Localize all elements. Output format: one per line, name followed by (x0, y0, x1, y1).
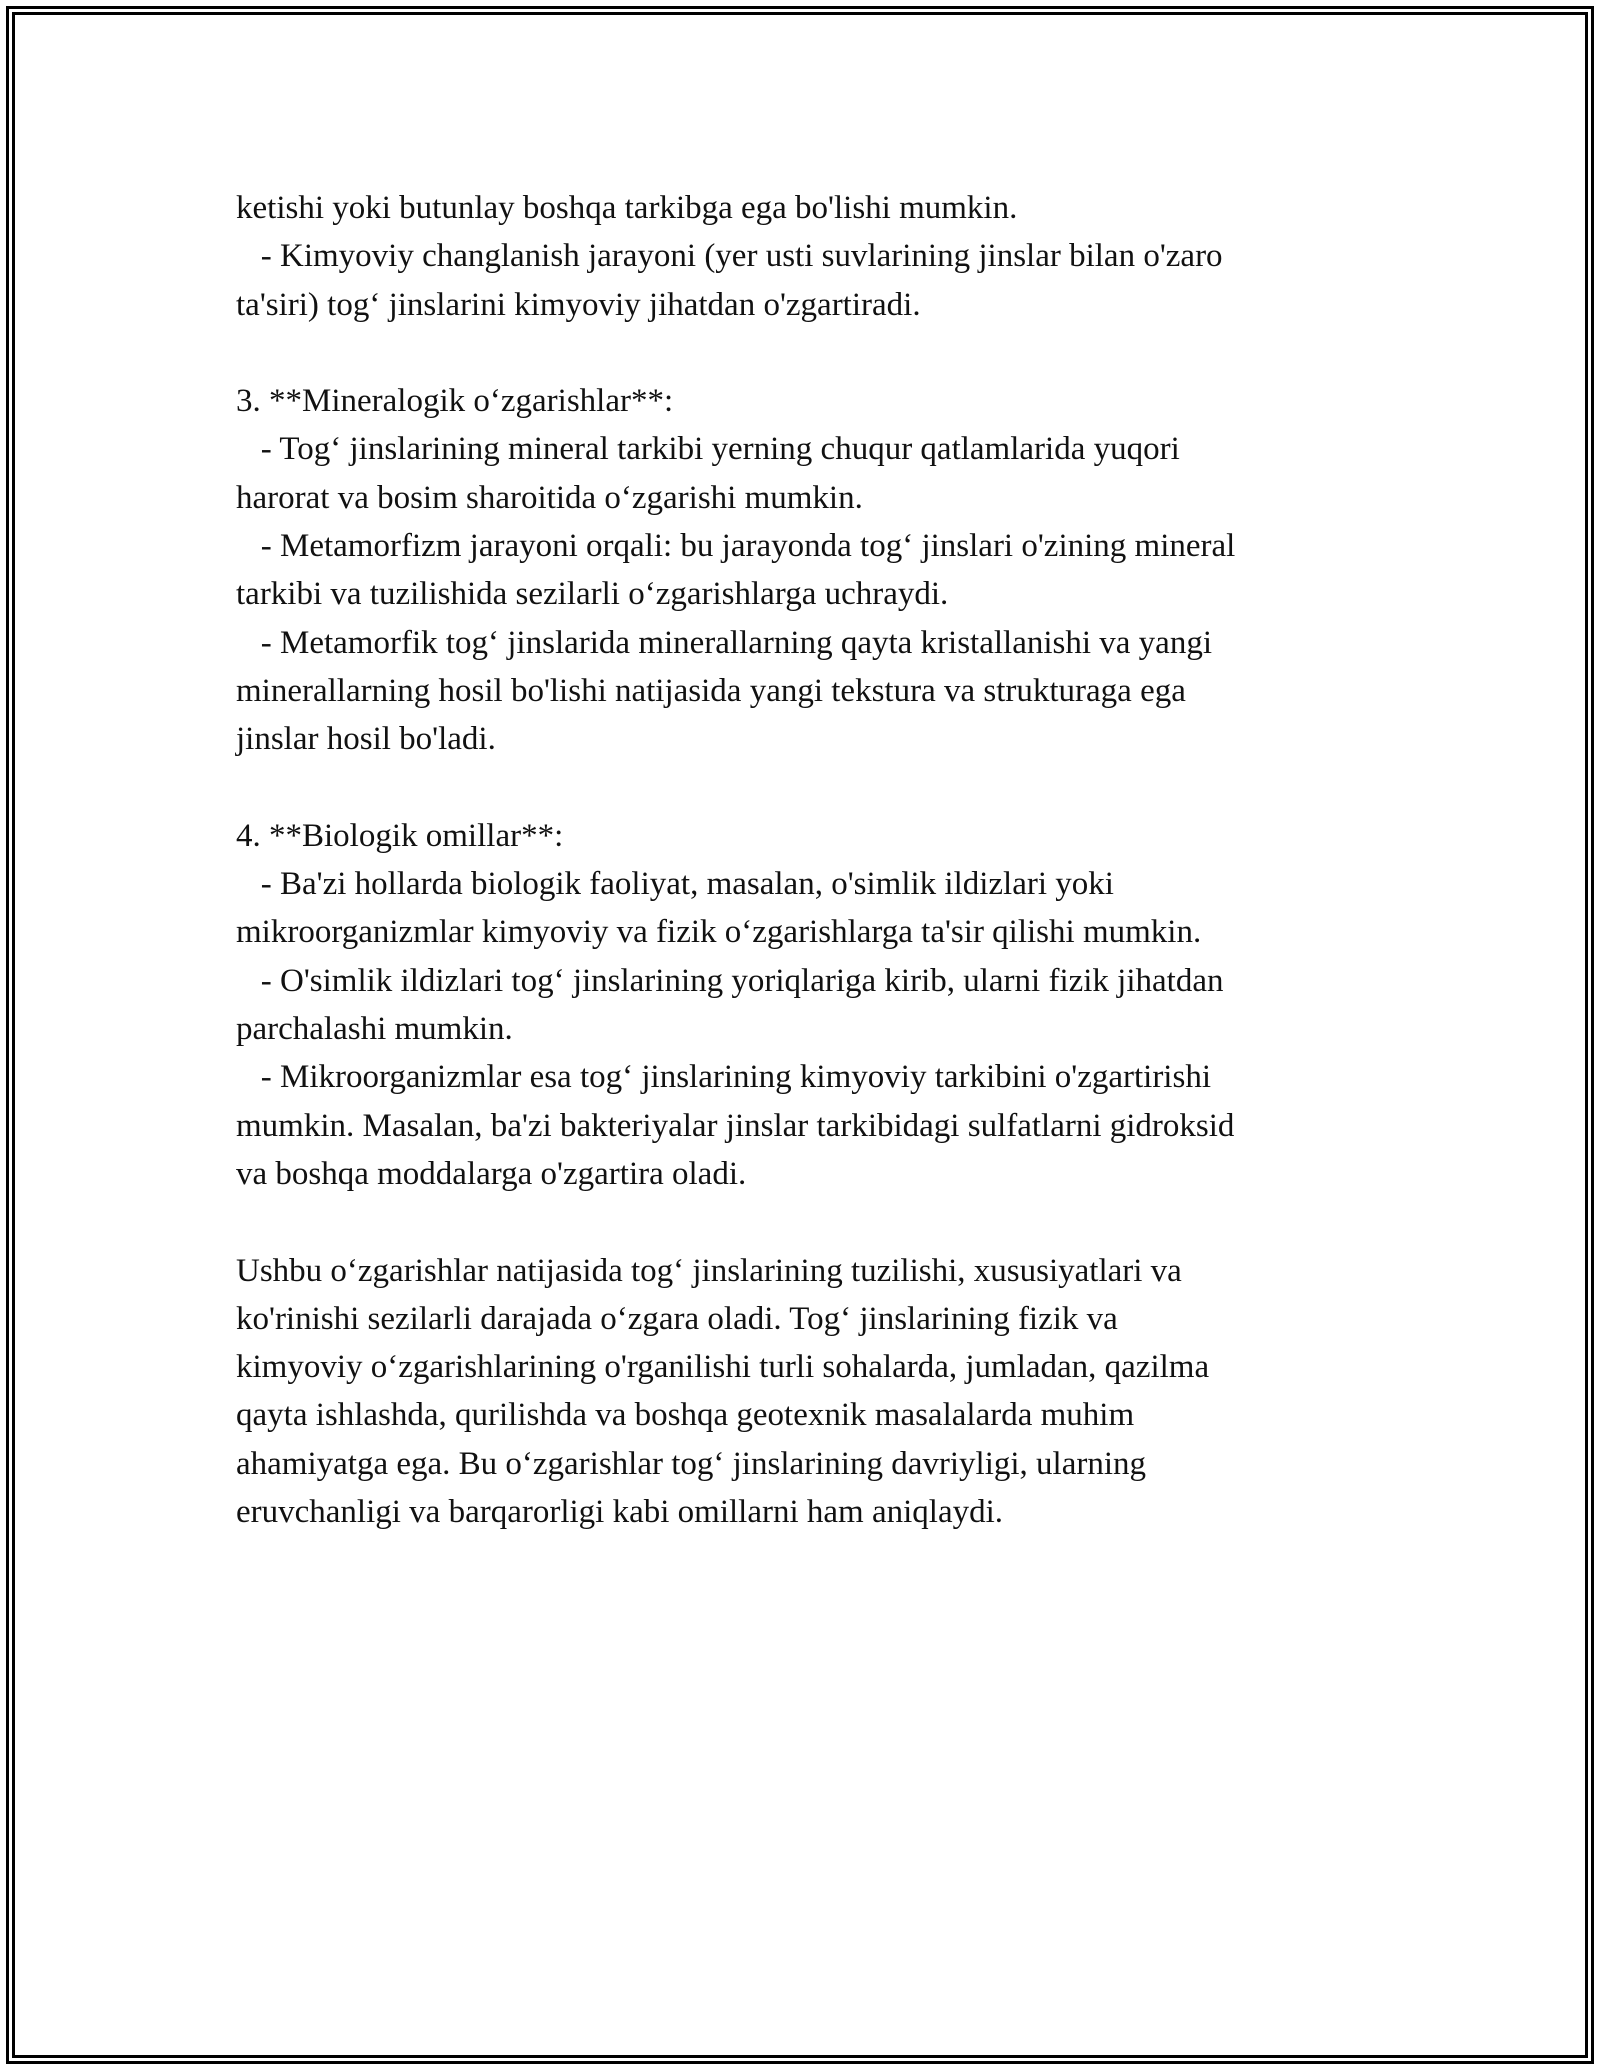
blank-line (236, 329, 1376, 377)
conclusion-line: qayta ishlashda, qurilishda va boshqa geotexnik masalalarda muhim (236, 1397, 1135, 1434)
text-line: mikroorganizmlar kimyoviy va fizik o‘zgarishlarga ta'sir qilishi mumkin. (236, 914, 1202, 951)
text-line: mumkin. Masalan, ba'zi bakteriyalar jinslar tarkibidagi sulfatlarni gidroksid (236, 1107, 1235, 1144)
section-heading-4: 4. **Biologik omillar**: (236, 817, 564, 854)
text-line: ketishi yoki butunlay boshqa tarkibga ega bo'lishi mumkin. (236, 190, 1018, 226)
document-body (236, 184, 1376, 1536)
blank-line (236, 764, 1376, 812)
text-line: harorat va bosim sharoitida o‘zgarishi mumkin. (236, 479, 863, 516)
text-line: va boshqa moddalarga o'zgartira oladi. (236, 1155, 747, 1192)
text-line: tarkibi va tuzilishida sezilarli o‘zgarishlarga uchraydi. (236, 576, 949, 613)
conclusion-line: ahamiyatga ega. Bu o‘zgarishlar tog‘ jinslarining davriyligi, ularning (236, 1445, 1146, 1482)
text-line: - Ba'zi hollarda biologik faoliyat, masalan, o'simlik ildizlari yoki (236, 866, 1114, 903)
conclusion-line: ko'rinishi sezilarli darajada o‘zgara oladi. Tog‘ jinslarining fizik va (236, 1300, 1118, 1337)
text-line: - Metamorfizm jarayoni orqali: bu jarayonda tog‘ jinslari o'zining mineral (236, 528, 1236, 565)
text-line: parchalashi mumkin. (236, 1011, 513, 1048)
text-line: - Mikroorganizmlar esa tog‘ jinslarining kimyoviy tarkibini o'zgartirishi (236, 1059, 1211, 1096)
text-line: ta'siri) tog‘ jinslarini kimyoviy jihatdan o'zgartiradi. (236, 286, 921, 323)
text-line: minerallarning hosil bo'lishi natijasida yangi tekstura va strukturaga ega (236, 672, 1186, 709)
text-line: - Metamorfik tog‘ jinslarida minerallarning qayta kristallanishi va yangi (236, 624, 1212, 661)
text-line: - Tog‘ jinslarining mineral tarkibi yerning chuqur qatlamlarida yuqori (236, 431, 1180, 468)
conclusion-line: kimyoviy o‘zgarishlarining o'rganilishi turli sohalarda, jumladan, qazilma (236, 1349, 1210, 1386)
conclusion-line: eruvchanligi va barqarorligi kabi omillarni ham aniqlaydi. (236, 1494, 1004, 1531)
section-heading-3: 3. **Mineralogik o‘zgarishlar**: (236, 383, 674, 420)
text-line: jinslar hosil bo'ladi. (236, 721, 496, 758)
conclusion-line: Ushbu o‘zgarishlar natijasida tog‘ jinslarining tuzilishi, xususiyatlari va (236, 1252, 1182, 1289)
text-line: - O'simlik ildizlari tog‘ jinslarining yoriqlariga kirib, ularni fizik jihatdan (236, 962, 1224, 999)
blank-line (236, 1198, 1376, 1246)
text-line: - Kimyoviy changlanish jarayoni (yer usti suvlarining jinslar bilan o'zaro (236, 238, 1223, 275)
